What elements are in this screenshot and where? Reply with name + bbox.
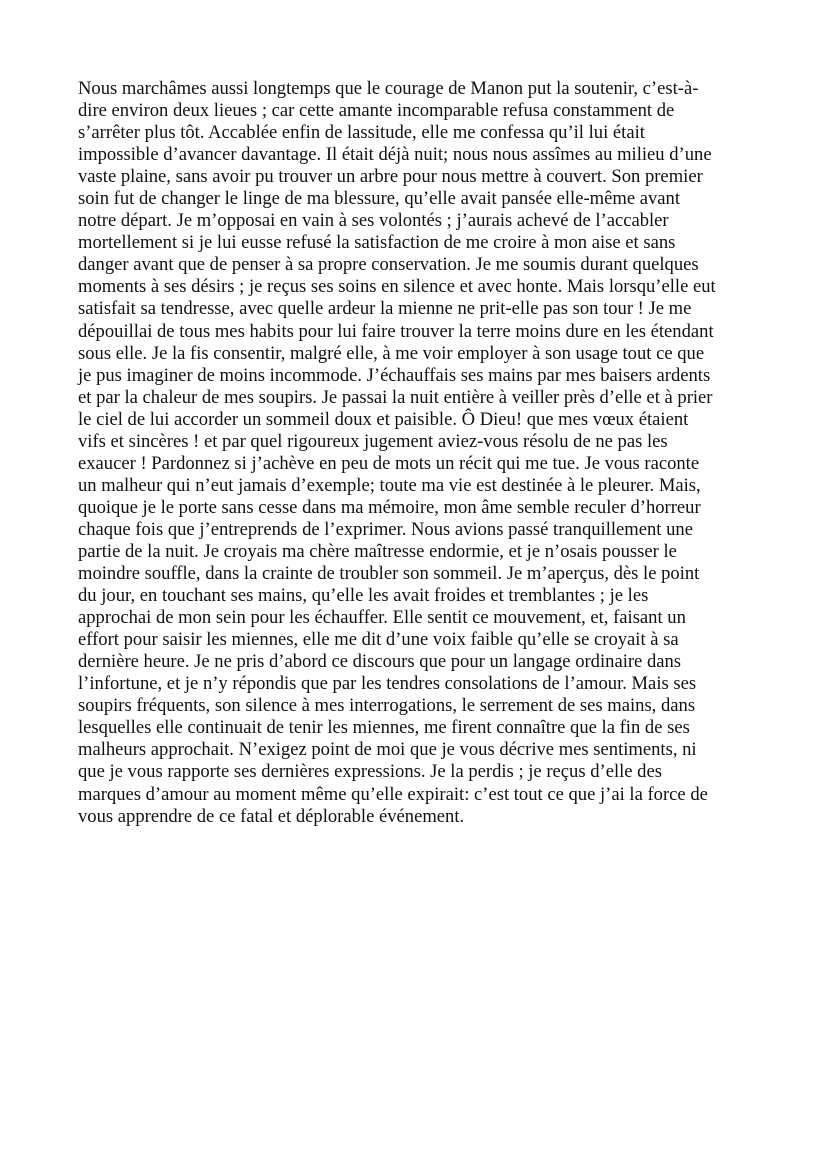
text-line: je pus imaginer de moins incommode. J’échauffais ses mains par mes baisers ardents: [78, 364, 711, 386]
text-line: sous elle. Je la fis consentir, malgré elle, à me voir employer à son usage tout ce que: [78, 342, 705, 364]
text-line: du jour, en touchant ses mains, qu’elle les avait froides et tremblantes ; je les: [78, 585, 649, 607]
text-line: s’arrêter plus tôt. Accablée enfin de lassitude, elle me confessa qu’il lui était: [78, 122, 645, 144]
text-line: malheurs approchait. N’exigez point de moi que je vous décrive mes sentiments, ni: [78, 739, 697, 761]
text-line: effort pour saisir les miennes, elle me dit d’une voix faible qu’elle se croyait à sa: [78, 629, 679, 651]
text-line: impossible d’avancer davantage. Il était déjà nuit; nous nous assîmes au milieu d’une: [78, 144, 712, 166]
text-line: soupirs fréquents, son silence à mes interrogations, le serrement de ses mains, dans: [78, 695, 696, 717]
text-line: chaque fois que j’entreprends de l’exprimer. Nous avions passé tranquillement une: [78, 518, 693, 540]
text-line: moments à ses désirs ; je reçus ses soins en silence et avec honte. Mais lorsqu’elle eut: [78, 276, 716, 298]
text-line: l’infortune, et je n’y répondis que par les tendres consolations de l’amour. Mais ses: [78, 673, 697, 695]
text-line: notre départ. Je m’opposai en vain à ses volontés ; j’aurais achevé de l’accabler: [78, 210, 669, 232]
text-line: que je vous rapporte ses dernières expressions. Je la perdis ; je reçus d’elle des: [78, 761, 662, 783]
text-line: exaucer ! Pardonnez si j’achève en peu de mots un récit qui me tue. Je vous raconte: [78, 452, 700, 474]
text-line: mortellement si je lui eusse refusé la satisfaction de me croire à mon aise et sans: [78, 232, 676, 254]
text-line: le ciel de lui accorder un sommeil doux et paisible. Ô Dieu! que mes vœux étaient: [78, 408, 689, 430]
text-line: et par la chaleur de mes soupirs. Je passai la nuit entière à veiller près d’elle et à prier: [78, 386, 713, 408]
text-line: dire environ deux lieues ; car cette amante incomparable refusa constamment de: [78, 100, 675, 122]
text-line: soin fut de changer le linge de ma blessure, qu’elle avait pansée elle-même avant: [78, 188, 680, 210]
text-line: approchai de mon sein pour les échauffer. Elle sentit ce mouvement, et, faisant un: [78, 607, 686, 629]
text-line: marques d’amour au moment même qu’elle expirait: c’est tout ce que j’ai la force de: [78, 783, 708, 805]
text-line: quoique je le porte sans cesse dans ma mémoire, mon âme semble reculer d’horreur: [78, 496, 701, 518]
text-line: lesquelles elle continuait de tenir les miennes, me firent connaître que la fin de ses: [78, 717, 690, 739]
body-paragraph: [78, 78, 758, 828]
text-line: un malheur qui n’eut jamais d’exemple; toute ma vie est destinée à le pleurer. Mais,: [78, 474, 701, 496]
text-line: vaste plaine, sans avoir pu trouver un arbre pour nous mettre à couvert. Son premier: [78, 166, 703, 188]
text-line: moindre souffle, dans la crainte de troubler son sommeil. Je m’aperçus, dès le point: [78, 563, 700, 585]
text-line: dépouillai de tous mes habits pour lui faire trouver la terre moins dure en les étendant: [78, 320, 714, 342]
text-line: Nous marchâmes aussi longtemps que le courage de Manon put la soutenir, c’est-à-: [78, 78, 699, 99]
text-line: danger avant que de penser à sa propre conservation. Je me soumis durant quelques: [78, 254, 699, 276]
text-line: vous apprendre de ce fatal et déplorable événement.: [78, 805, 465, 827]
text-line: satisfait sa tendresse, avec quelle ardeur la mienne ne prit-elle pas son tour ! Je me: [78, 298, 692, 320]
text-line: partie de la nuit. Je croyais ma chère maîtresse endormie, et je n’osais pousser le: [78, 540, 677, 562]
text-line: dernière heure. Je ne pris d’abord ce discours que pour un langage ordinaire dans: [78, 651, 682, 673]
text-line: vifs et sincères ! et par quel rigoureux jugement aviez-vous résolu de ne pas les: [78, 430, 668, 452]
